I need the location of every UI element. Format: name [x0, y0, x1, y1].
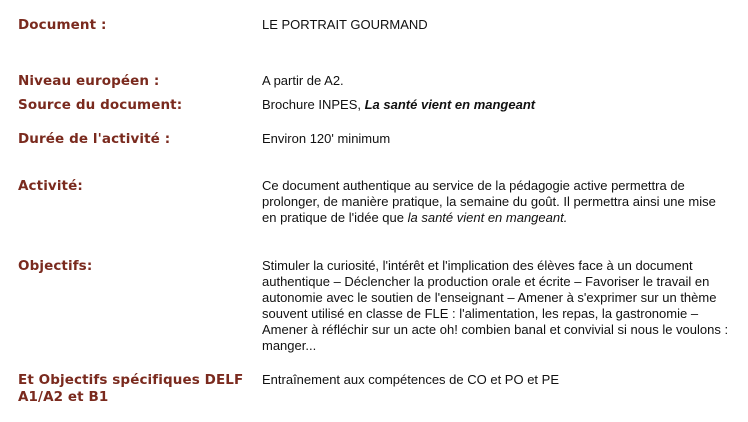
- duree-label: Durée de l'activité :: [18, 131, 171, 147]
- source-publisher: Brochure INPES,: [262, 97, 365, 112]
- activite-italic: la santé vient en mangeant.: [407, 210, 568, 225]
- niveau-label: Niveau européen :: [18, 73, 160, 89]
- source-label: Source du document:: [18, 97, 183, 113]
- objectifs-value: Stimuler la curiosité, l'intérêt et l'implication des élèves face à un document authentique – Déclencher la production orale et écrite – Favoriser le travail en autonomie avec le soutien de l'enseignant – Amener à s'exprimer sur un thème souvent utilisé en classe de FLE : l'alimentation, les repas, la gastronomie – Amener à réfléchir sur un acte oh! combien banal et convivial si nous le voulons : manger...: [262, 258, 729, 353]
- source-value: [262, 97, 732, 113]
- document-value: LE PORTRAIT GOURMAND: [262, 17, 428, 32]
- duree-value: Environ 120' minimum: [262, 131, 391, 146]
- activite-text: Ce document authentique au service de la pédagogie active permettra de prolonger, de manière pratique, la semaine du goût. Il permettra ainsi une mise en pratique de l'idée que: [262, 178, 716, 225]
- source-title: La santé vient en mangeant: [364, 97, 536, 112]
- objectifs-label: Objectifs:: [18, 258, 93, 274]
- activite-value: [262, 178, 732, 226]
- niveau-value: A partir de A2.: [262, 73, 344, 88]
- delf-value: Entraînement aux compétences de CO et PO et PE: [262, 372, 559, 387]
- delf-label: Et Objectifs spécifiques DELF A1/A2 et B1: [18, 372, 244, 405]
- activite-label: Activité:: [18, 178, 83, 194]
- document-label: Document :: [18, 17, 107, 33]
